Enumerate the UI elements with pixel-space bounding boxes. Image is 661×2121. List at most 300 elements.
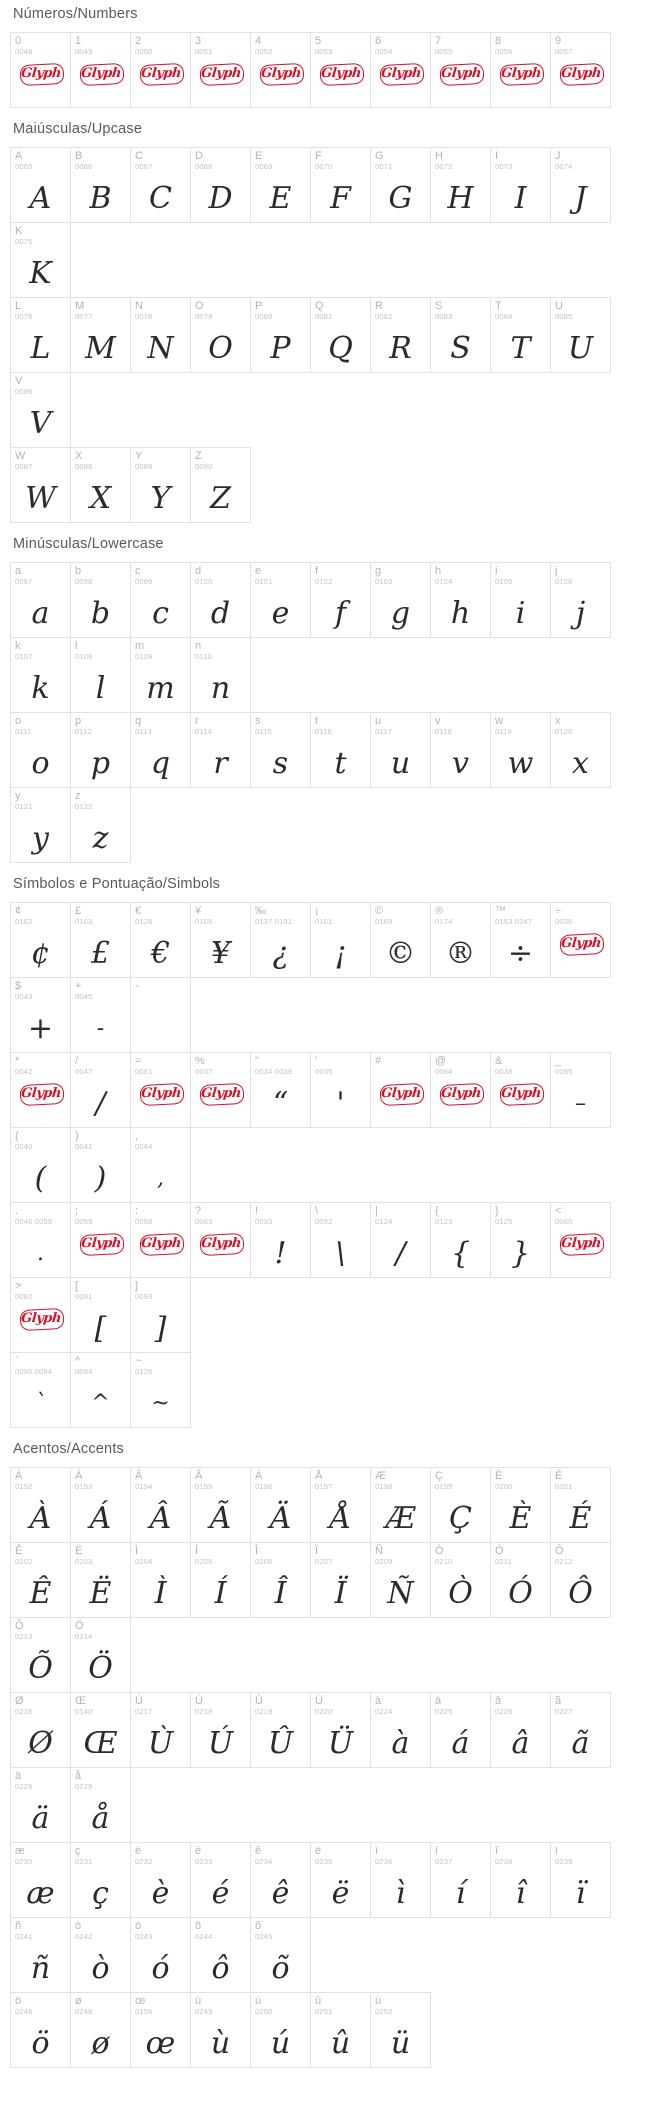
- glyph-code-label: 0198: [375, 1482, 393, 1491]
- glyph-code-label: 0068: [195, 162, 213, 171]
- glyph-char-label: 7: [435, 35, 442, 47]
- glyph-code-label: 0218: [195, 1707, 213, 1716]
- missing-glyph-mark: Glyph: [79, 66, 122, 81]
- glyph-preview: –: [575, 1091, 586, 1116]
- glyph-preview: ~: [151, 1391, 170, 1416]
- glyph-char-label: C: [135, 150, 143, 162]
- glyph-preview: V: [29, 406, 52, 441]
- glyph-preview: [551, 934, 610, 971]
- glyph-char-label: Ë: [75, 1545, 83, 1557]
- missing-glyph-mark: Glyph: [559, 66, 602, 81]
- glyph-preview: x: [572, 746, 589, 781]
- glyph-cell: [490, 1542, 551, 1618]
- glyph-code-label: 0085: [555, 312, 573, 321]
- glyph-cell: [370, 1692, 431, 1768]
- glyph-preview: !: [274, 1236, 287, 1271]
- glyph-code-label: 0246: [15, 2007, 33, 2016]
- glyph-code-label: 0102: [315, 577, 333, 586]
- glyph-char-label: ç: [75, 1845, 81, 1857]
- glyph-code-label: 0095: [555, 1067, 573, 1076]
- glyph-code-label: 0092: [315, 1217, 333, 1226]
- glyph-preview: +: [27, 1011, 54, 1046]
- glyph-char-label: }: [495, 1205, 499, 1217]
- glyph-char-label: è: [135, 1845, 142, 1857]
- glyph-code-label: 0212: [555, 1557, 573, 1566]
- glyph-char-label: Ü: [315, 1695, 323, 1707]
- glyph-char-label: c: [135, 565, 141, 577]
- glyph-cell: [550, 1202, 611, 1278]
- glyph-code-label: 0074: [555, 162, 573, 171]
- glyph-preview: h: [450, 596, 471, 631]
- glyph-preview: r: [213, 746, 228, 781]
- glyph-char-label: <: [555, 1205, 562, 1217]
- section-title: Maiúsculas/Upcase: [13, 121, 143, 137]
- glyph-cell: [430, 1692, 491, 1768]
- glyph-code-label: 0195: [195, 1482, 213, 1491]
- glyph-char-label: \: [315, 1205, 319, 1217]
- glyph-preview: [251, 64, 310, 101]
- glyph-char-label: œ: [135, 1995, 146, 2007]
- glyph-code-label: 0234: [255, 1857, 273, 1866]
- glyph-char-label: H: [435, 150, 443, 162]
- glyph-preview: k: [31, 671, 50, 706]
- glyph-preview: v: [452, 746, 469, 781]
- missing-glyph-mark: Glyph: [499, 1086, 542, 1101]
- glyph-code-label: 0112: [75, 727, 92, 736]
- section-title: Minúsculas/Lowercase: [13, 536, 164, 552]
- glyph-code-label: 0051: [195, 47, 213, 56]
- glyph-cell: [310, 32, 371, 108]
- glyph-cell: [70, 977, 131, 1053]
- glyph-code-label: 0041: [75, 1142, 93, 1151]
- glyph-char-label: e: [255, 565, 262, 577]
- glyph-code-label: 0075: [15, 237, 33, 246]
- glyph-char-label: ': [315, 1055, 318, 1067]
- glyph-cell: [130, 1202, 191, 1278]
- glyph-char-label: ©: [375, 905, 384, 917]
- glyph-preview: ö: [31, 2026, 50, 2061]
- missing-glyph-mark: Glyph: [259, 66, 302, 81]
- glyph-code-label: 0065: [15, 162, 33, 171]
- glyph-char-label: 1: [75, 35, 82, 47]
- glyph-cell: [370, 1202, 431, 1278]
- glyph-code-label: 0119: [495, 727, 512, 736]
- glyph-char-label: l: [75, 640, 78, 652]
- glyph-code-label: 0214: [75, 1632, 93, 1641]
- glyph-char-label: Ñ: [375, 1545, 383, 1557]
- glyph-code-label: 0231: [75, 1857, 93, 1866]
- glyph-cell: [70, 562, 131, 638]
- glyph-code-label: 0058: [135, 1217, 153, 1226]
- glyph-code-label: 0137 0191: [255, 917, 293, 926]
- glyph-char-label: A: [15, 150, 23, 162]
- glyph-row: [10, 1842, 651, 1992]
- glyph-code-label: 0043: [15, 992, 33, 1001]
- glyph-preview: Ë: [89, 1576, 112, 1611]
- glyph-preview: Û: [267, 1726, 294, 1761]
- glyph-code-label: 0244: [195, 1932, 213, 1941]
- glyph-preview: ': [336, 1086, 345, 1121]
- missing-glyph-mark: Glyph: [199, 1086, 242, 1101]
- glyph-preview: Ñ: [387, 1576, 414, 1611]
- glyph-char-label: M: [75, 300, 85, 312]
- glyph-preview: S: [450, 331, 471, 366]
- glyph-char-label: ô: [195, 1920, 202, 1932]
- glyph-cell: [430, 1052, 491, 1128]
- glyph-cell: [430, 902, 491, 978]
- glyph-cell: [490, 1202, 551, 1278]
- glyph-char-label: +: [75, 980, 82, 992]
- glyph-char-label: Ò: [435, 1545, 444, 1557]
- missing-glyph-mark: Glyph: [559, 1236, 602, 1251]
- glyph-code-label: 0169: [375, 917, 393, 926]
- glyph-preview: {: [450, 1236, 471, 1271]
- glyph-char-label: R: [375, 300, 383, 312]
- glyph-code-label: 0049: [75, 47, 93, 56]
- glyph-code-label: 0094: [75, 1367, 93, 1376]
- glyph-char-label: 3: [195, 35, 202, 47]
- glyph-cell: [190, 1202, 251, 1278]
- glyph-code-label: 0069: [255, 162, 273, 171]
- glyph-char-label: O: [195, 300, 204, 312]
- glyph-preview: ¡: [334, 936, 347, 971]
- glyph-cell: [370, 712, 431, 788]
- glyph-preview: n: [210, 671, 231, 706]
- glyph-cell: [370, 1542, 431, 1618]
- glyph-cell: [370, 297, 431, 373]
- glyph-code-label: 0046 0059: [15, 1217, 53, 1226]
- glyph-char-label: #: [375, 1055, 382, 1067]
- glyph-char-label: £: [75, 905, 82, 917]
- glyph-code-label: 0111: [15, 727, 32, 736]
- glyph-preview: [131, 1234, 190, 1271]
- glyph-char-label: i: [495, 565, 498, 577]
- glyph-char-label: Æ: [375, 1470, 386, 1482]
- glyph-char-label: J: [555, 150, 561, 162]
- glyph-code-label: 0242: [75, 1932, 93, 1941]
- glyph-char-label: ¥: [195, 905, 202, 917]
- glyph-code-label: 0070: [315, 162, 333, 171]
- glyph-char-label: â: [495, 1695, 502, 1707]
- glyph-code-label: 0079: [195, 312, 213, 321]
- glyph-cell: [10, 1467, 71, 1543]
- glyph-preview: €: [150, 936, 171, 971]
- glyph-code-label: 0124: [375, 1217, 393, 1226]
- missing-glyph-mark: Glyph: [439, 66, 482, 81]
- glyph-code-label: 0089: [135, 462, 153, 471]
- glyph-preview: â: [511, 1726, 530, 1761]
- glyph-char-label: Z: [195, 450, 202, 462]
- glyph-code-label: 0202: [15, 1557, 33, 1566]
- missing-glyph-mark: Glyph: [19, 66, 62, 81]
- glyph-code-label: 0101: [255, 577, 273, 586]
- glyph-code-label: 0123: [435, 1217, 453, 1226]
- glyph-preview: J: [574, 181, 587, 216]
- glyph-char-label: ®: [435, 905, 444, 917]
- glyph-code-label: 0077: [75, 312, 93, 321]
- glyph-preview: [71, 64, 130, 101]
- glyph-char-label: t: [315, 715, 319, 727]
- glyph-code-label: 0067: [135, 162, 153, 171]
- glyph-char-label: ™: [495, 905, 506, 917]
- glyph-cell: [10, 1692, 71, 1768]
- glyph-preview: Â: [149, 1501, 172, 1536]
- glyph-preview: Æ: [385, 1501, 416, 1536]
- glyph-code-label: 0060: [555, 1217, 573, 1226]
- section-title: Números/Numbers: [13, 6, 138, 22]
- glyph-code-label: 0162: [15, 917, 33, 926]
- glyph-code-label: 0230: [15, 1857, 33, 1866]
- glyph-preview: ú: [270, 2026, 291, 2061]
- glyph-char-label: Ö: [75, 1620, 84, 1632]
- glyph-cell: [310, 562, 371, 638]
- glyph-cell: [130, 1992, 191, 2068]
- glyph-code-label: 0236: [375, 1857, 393, 1866]
- glyph-char-label: F: [315, 150, 322, 162]
- glyph-preview: [71, 1234, 130, 1271]
- glyph-preview: q: [150, 746, 171, 781]
- glyph-char-label: .: [15, 1205, 19, 1217]
- glyph-code-label: 0118: [435, 727, 452, 736]
- glyph-cell: [550, 32, 611, 108]
- glyph-cell: [490, 1467, 551, 1543]
- glyph-char-label: ï: [555, 1845, 559, 1857]
- glyph-cell: [130, 1352, 191, 1428]
- glyph-code-label: 0093: [135, 1292, 153, 1301]
- glyph-preview: f: [334, 596, 347, 631]
- glyph-preview: y: [32, 821, 49, 856]
- glyph-cell: [10, 902, 71, 978]
- glyph-char-label: %: [195, 1055, 205, 1067]
- glyph-preview: œ: [145, 2026, 176, 2061]
- glyph-cell: [130, 977, 191, 1053]
- glyph-char-label: ;: [75, 1205, 79, 1217]
- glyph-cell: [70, 787, 131, 863]
- missing-glyph-mark: Glyph: [439, 1086, 482, 1101]
- glyph-char-label: ó: [135, 1920, 142, 1932]
- glyph-preview: [131, 1084, 190, 1121]
- glyph-cell: [310, 1842, 371, 1918]
- glyph-char-label: !: [255, 1205, 259, 1217]
- glyph-code-label: 0140: [75, 1707, 93, 1716]
- glyph-char-label: Ú: [195, 1695, 203, 1707]
- glyph-cell: [550, 902, 611, 978]
- glyph-char-label: ø: [75, 1995, 82, 2007]
- glyph-code-label: 0220: [315, 1707, 333, 1716]
- glyph-cell: [190, 637, 251, 713]
- glyph-cell: [430, 712, 491, 788]
- glyph-preview: Ô: [568, 1576, 593, 1611]
- glyph-char-label: É: [555, 1470, 563, 1482]
- glyph-code-label: 0248: [75, 2007, 93, 2016]
- glyph-preview: U: [567, 331, 594, 366]
- glyph-cell: [190, 1842, 251, 1918]
- glyph-preview: Ç: [449, 1501, 472, 1536]
- glyph-char-label: ?: [195, 1205, 202, 1217]
- glyph-preview: [11, 64, 70, 101]
- missing-glyph-mark: Glyph: [379, 1086, 422, 1101]
- glyph-cell: [550, 562, 611, 638]
- missing-glyph-mark: Glyph: [139, 1086, 182, 1101]
- glyph-preview: å: [91, 1801, 110, 1836]
- glyph-cell: [130, 1692, 191, 1768]
- glyph-preview: Q: [328, 331, 353, 366]
- glyph-cell: [130, 147, 191, 223]
- glyph-cell: [250, 1692, 311, 1768]
- glyph-code-label: 0099: [135, 577, 153, 586]
- glyph-preview: e: [271, 596, 290, 631]
- glyph-preview: [431, 64, 490, 101]
- glyph-char-label: P: [255, 300, 263, 312]
- glyph-preview: W: [25, 481, 56, 516]
- glyph-char-label: G: [375, 150, 384, 162]
- glyph-preview: [191, 1084, 250, 1121]
- glyph-code-label: 0238: [495, 1857, 513, 1866]
- glyph-code-label: 0080: [255, 312, 273, 321]
- glyph-code-label: 0196: [255, 1482, 273, 1491]
- glyph-code-label: 0204: [135, 1557, 153, 1566]
- glyph-char-label: x: [555, 715, 561, 727]
- glyph-row: [10, 1467, 651, 1542]
- glyph-preview: ø: [91, 2026, 110, 2061]
- glyph-preview: ù: [210, 2026, 231, 2061]
- glyph-preview: Ä: [269, 1501, 292, 1536]
- glyph-code-label: 0115: [255, 727, 272, 736]
- glyph-preview: À: [29, 1501, 52, 1536]
- glyph-code-label: 0035: [315, 1067, 333, 1076]
- glyph-preview: ®: [445, 936, 476, 971]
- glyph-preview: g: [390, 596, 411, 631]
- glyph-cell: [70, 1202, 131, 1278]
- glyph-cell: [130, 562, 191, 638]
- glyph-code-label: 0209: [375, 1557, 393, 1566]
- glyph-char-label: K: [15, 225, 23, 237]
- glyph-code-label: 0052: [255, 47, 273, 56]
- glyph-cell: [430, 297, 491, 373]
- glyph-char-label: ä: [15, 1770, 22, 1782]
- glyph-code-label: 0087: [15, 462, 33, 471]
- glyph-preview: [: [94, 1311, 107, 1346]
- glyph-cell: [10, 1767, 71, 1843]
- glyph-code-label: 0084: [495, 312, 513, 321]
- glyph-cell: [130, 1277, 191, 1353]
- glyph-cell: [430, 1842, 491, 1918]
- glyph-code-label: 0053: [315, 47, 333, 56]
- glyph-char-label: ò: [75, 1920, 82, 1932]
- glyph-preview: Í: [214, 1576, 227, 1611]
- glyph-char-label: õ: [255, 1920, 262, 1932]
- glyph-cell: [70, 1352, 131, 1428]
- glyph-char-label: 4: [255, 35, 262, 47]
- glyph-char-label: W: [15, 450, 26, 462]
- glyph-cell: [550, 1052, 611, 1128]
- glyph-char-label: z: [75, 790, 81, 802]
- glyph-code-label: 0036: [555, 917, 573, 926]
- glyph-code-label: 0045: [75, 992, 93, 1001]
- glyph-preview: [551, 64, 610, 101]
- glyph-preview: A: [29, 181, 52, 216]
- glyph-preview: ¥: [210, 936, 231, 971]
- glyph-char-label: $: [15, 980, 22, 992]
- glyph-preview: O: [208, 331, 233, 366]
- glyph-cell: [130, 902, 191, 978]
- missing-glyph-mark: Glyph: [199, 1236, 242, 1251]
- glyph-code-label: 0249: [195, 2007, 213, 2016]
- glyph-char-label: í: [435, 1845, 439, 1857]
- glyph-char-label: S: [435, 300, 443, 312]
- glyph-preview: [191, 64, 250, 101]
- glyph-char-label: ¢: [15, 905, 22, 917]
- glyph-cell: [70, 1052, 131, 1128]
- glyph-code-label: 0217: [135, 1707, 153, 1716]
- glyph-code-label: 0033: [255, 1217, 273, 1226]
- glyph-char-label: ë: [315, 1845, 322, 1857]
- glyph-preview: M: [85, 331, 116, 366]
- glyph-char-label: (: [15, 1130, 19, 1142]
- glyph-cell: [70, 1917, 131, 1993]
- glyph-preview: L: [30, 331, 51, 366]
- glyph-cell: [190, 447, 251, 523]
- glyph-code-label: 0050: [135, 47, 153, 56]
- glyph-cell: [370, 1842, 431, 1918]
- glyph-row: [10, 902, 651, 1052]
- glyph-char-label: ì: [375, 1845, 379, 1857]
- glyph-char-label: f: [315, 565, 319, 577]
- glyph-cell: [10, 1127, 71, 1203]
- glyph-code-label: 0037: [195, 1067, 213, 1076]
- glyph-char-label: a: [15, 565, 22, 577]
- glyph-cell: [310, 712, 371, 788]
- glyph-cell: [430, 562, 491, 638]
- glyph-preview: [131, 64, 190, 101]
- glyph-char-label: &: [495, 1055, 503, 1067]
- glyph-preview: w: [507, 746, 534, 781]
- glyph-preview: õ: [271, 1951, 290, 1986]
- glyph-preview: G: [388, 181, 413, 216]
- glyph-cell: [70, 1542, 131, 1618]
- glyph-cell: [130, 637, 191, 713]
- glyph-cell: [190, 712, 251, 788]
- glyph-code-label: 0038: [495, 1067, 513, 1076]
- glyph-cell: [550, 1842, 611, 1918]
- glyph-cell: [130, 32, 191, 108]
- glyph-char-label: *: [15, 1055, 20, 1067]
- glyph-char-label: Ã: [195, 1470, 203, 1482]
- glyph-code-label: 0201: [555, 1482, 573, 1491]
- missing-glyph-mark: Glyph: [19, 1311, 62, 1326]
- glyph-code-label: 0076: [15, 312, 33, 321]
- glyph-code-label: 0163: [75, 917, 93, 926]
- glyph-cell: [250, 1917, 311, 1993]
- glyph-code-label: 0245: [255, 1932, 273, 1941]
- glyph-preview: Ó: [508, 1576, 533, 1611]
- glyph-preview: [11, 1084, 70, 1121]
- glyph-char-label: h: [435, 565, 442, 577]
- glyph-cell: [310, 1692, 371, 1768]
- glyph-code-label: 0082: [375, 312, 393, 321]
- glyph-preview: [191, 1234, 250, 1271]
- glyph-code-label: 0044: [135, 1142, 153, 1151]
- glyph-preview: T: [510, 331, 531, 366]
- glyph-char-label: -: [135, 980, 139, 992]
- glyph-preview: ©: [385, 936, 416, 971]
- glyph-preview: Œ: [83, 1726, 118, 1761]
- glyph-char-label: 2: [135, 35, 142, 47]
- glyph-cell: [550, 1542, 611, 1618]
- glyph-cell: [490, 297, 551, 373]
- glyph-code-label: 0114: [195, 727, 212, 736]
- glyph-code-label: 0226: [495, 1707, 513, 1716]
